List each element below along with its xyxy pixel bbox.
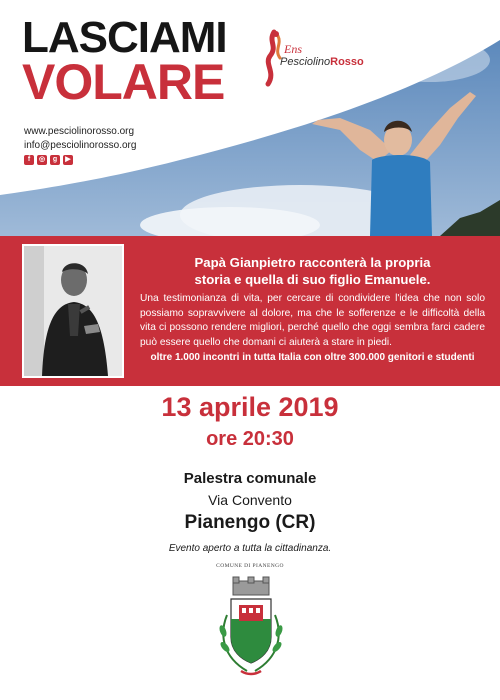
- logo-brand-prefix: Pesciolino: [280, 56, 331, 68]
- headline-line-2: storia e quella di suo figlio Emanuele.: [194, 272, 431, 287]
- title-line-1: LASCIAMI: [22, 13, 227, 62]
- facebook-icon[interactable]: f: [24, 155, 34, 165]
- google-plus-icon[interactable]: g: [50, 155, 60, 165]
- event-date: 13 aprile 2019: [161, 392, 339, 422]
- speaker-portrait-image: [24, 246, 122, 376]
- instagram-icon[interactable]: ◎: [38, 156, 46, 163]
- event-venue: Palestra comunale: [183, 470, 317, 487]
- comune-crest-icon: [213, 575, 289, 685]
- website-link[interactable]: www.pesciolinorosso.org: [24, 126, 135, 137]
- email-link[interactable]: info@pesciolinorosso.org: [24, 140, 137, 151]
- event-street: Via Convento: [208, 492, 292, 508]
- logo-script-text: Ens: [284, 42, 302, 56]
- main-title: [22, 13, 227, 110]
- social-icons: [24, 155, 73, 165]
- title-line-2: VOLARE: [22, 53, 225, 110]
- band-headline: [140, 254, 485, 288]
- band-body-text: Una testimonianza di vita, per cercare di condividere l'idea che non solo possiamo sopravvivere al dolore, ma che le sofferenze e le difficoltà della vita ci possono rendere migliori, perché quello che oggi sembra farci cadere può essere quello che domani ci aiuterà a stare in piedi.: [140, 293, 485, 348]
- speaker-photo: [22, 244, 124, 378]
- pesciolino-rosso-logo: [258, 28, 368, 88]
- info-band: [0, 236, 500, 386]
- logo-brand-suffix: Rosso: [330, 56, 364, 68]
- contacts: [24, 125, 136, 153]
- headline-line-1: Papà Gianpietro racconterà la propria: [194, 255, 431, 270]
- logo-brand: [280, 56, 364, 68]
- event-note: Evento aperto a tutta la cittadinanza.: [168, 543, 332, 554]
- hero-section: [0, 0, 500, 236]
- event-time: ore 20:30: [206, 428, 294, 450]
- youtube-icon[interactable]: ▶: [63, 155, 73, 165]
- event-town: Pianengo (CR): [184, 512, 316, 533]
- band-stats: oltre 1.000 incontri in tutta Italia con oltre 300.000 genitori e studenti: [150, 352, 475, 363]
- comune-label: COMUNE DI PIANENGO: [216, 563, 284, 569]
